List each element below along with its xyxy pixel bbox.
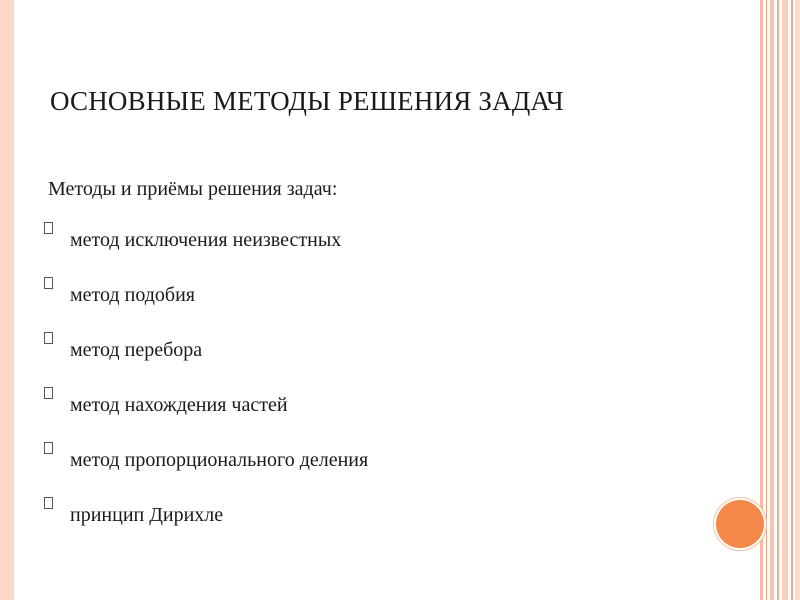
square-bullet-icon [44,387,53,399]
square-bullet-icon [44,222,53,234]
stripe [777,0,779,600]
list-item-label: метод пропорционального деления [70,449,369,471]
list-item-label: метод перебора [70,339,203,361]
intro-text: Методы и приёмы решения задач: [48,178,338,200]
square-bullet-icon [44,277,53,289]
stripe [766,0,767,600]
stripe [795,0,800,600]
stripe [770,0,774,600]
list-item-label: метод нахождения частей [70,394,288,416]
stripe [782,0,788,600]
right-decorative-stripes [760,0,800,600]
left-decorative-bar [0,0,14,600]
stripe [791,0,793,600]
list-item-label: метод подобия [70,284,195,306]
decorative-circle-icon [714,498,766,550]
list-item-label: принцип Дирихле [70,504,224,526]
square-bullet-icon [44,332,53,344]
square-bullet-icon [44,497,53,509]
square-bullet-icon [44,442,53,454]
list-item-label: метод исключения неизвестных [70,229,342,251]
slide-title: ОСНОВНЫЕ МЕТОДЫ РЕШЕНИЯ ЗАДАЧ [50,86,564,116]
